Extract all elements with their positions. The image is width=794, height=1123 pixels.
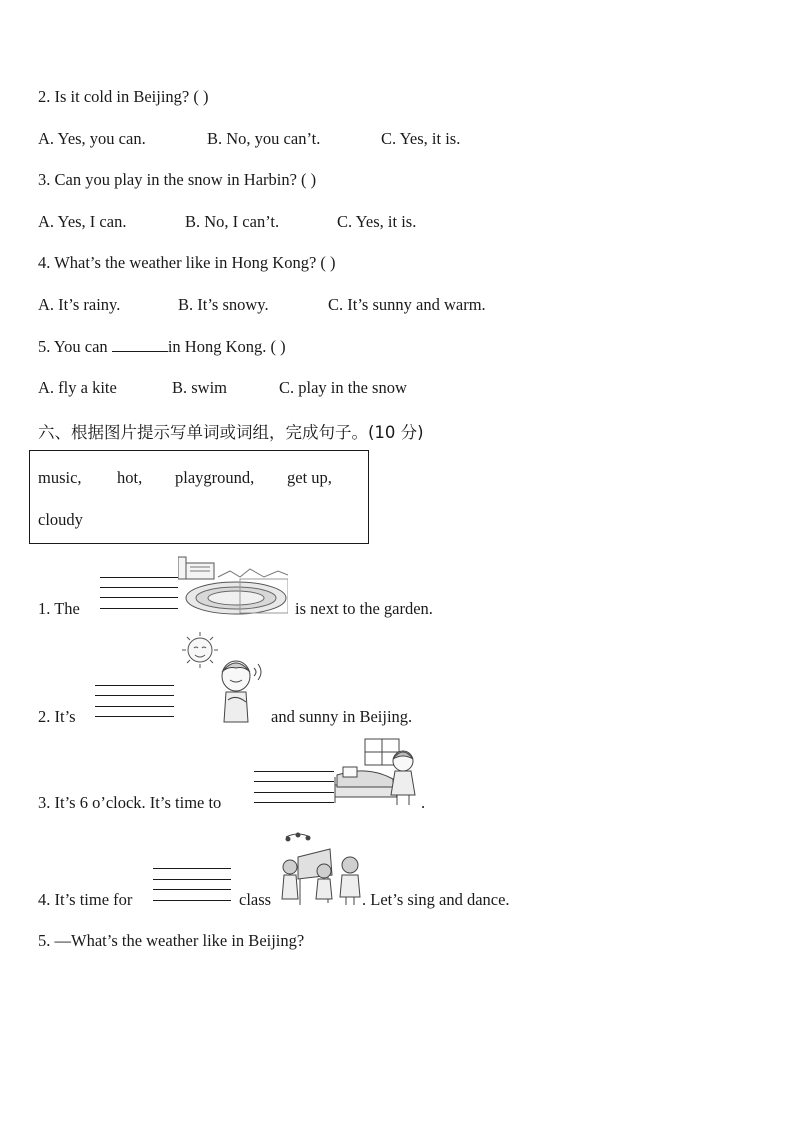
- sentence-4-after-2: . Let’s sing and dance.: [362, 890, 510, 909]
- q5-option-c: C. play in the snow: [279, 378, 407, 397]
- q3-option-a: A. Yes, I can.: [38, 212, 127, 231]
- music-class-picture: [278, 827, 364, 909]
- hot-sunny-picture: [176, 630, 268, 726]
- q4-option-a: A. It’s rainy.: [38, 295, 121, 314]
- word-bank-item: cloudy: [38, 510, 83, 529]
- word-bank-item: get up,: [287, 468, 332, 487]
- sentence-1-before: 1. The: [38, 599, 80, 618]
- question-4: 4. What’s the weather like in Hong Kong? ( ): [38, 253, 336, 272]
- sentence-5: 5. —What’s the weather like in Beijing?: [38, 931, 305, 950]
- sentence-4-after: class: [239, 890, 272, 909]
- q5-text-after: in Hong Kong. ( ): [167, 337, 286, 356]
- q5-blank[interactable]: [112, 337, 168, 352]
- q2-option-a: A. Yes, you can.: [38, 129, 146, 148]
- playground-picture: [178, 555, 288, 617]
- sentence-3-before: 3. It’s 6 o’clock. It’s time to: [38, 793, 222, 812]
- get-up-picture: [333, 737, 421, 807]
- word-bank-item: hot,: [117, 468, 143, 487]
- question-3: 3. Can you play in the snow in Harbin? ( ): [38, 170, 317, 189]
- q5-option-a: A. fly a kite: [38, 378, 117, 397]
- q3-option-b: B. No, I can’t.: [185, 212, 280, 231]
- sentence-2-before: 2. It’s: [38, 707, 76, 726]
- q2-option-b: B. No, you can’t.: [207, 129, 321, 148]
- question-5: [38, 337, 286, 357]
- sentence-2-after: and sunny in Beijing.: [271, 707, 413, 726]
- question-2: 2. Is it cold in Beijing? ( ): [38, 87, 209, 106]
- q5-option-b: B. swim: [172, 378, 228, 397]
- word-bank-item: playground,: [175, 468, 255, 487]
- word-bank-item: music,: [38, 468, 82, 487]
- q4-option-b: B. It’s snowy.: [178, 295, 269, 314]
- sentence-3-after: .: [421, 793, 426, 812]
- q2-option-c: C. Yes, it is.: [381, 129, 461, 148]
- q3-option-c: C. Yes, it is.: [337, 212, 417, 231]
- q5-text-before: 5. You can: [38, 337, 112, 356]
- section-6-heading: 六、根据图片提示写单词或词组，完成句子。(10 分): [38, 423, 424, 442]
- q4-option-c: C. It’s sunny and warm.: [328, 295, 486, 314]
- sentence-1-after: is next to the garden.: [295, 599, 433, 618]
- word-bank: [29, 450, 369, 544]
- sentence-4-before: 4. It’s time for: [38, 890, 133, 909]
